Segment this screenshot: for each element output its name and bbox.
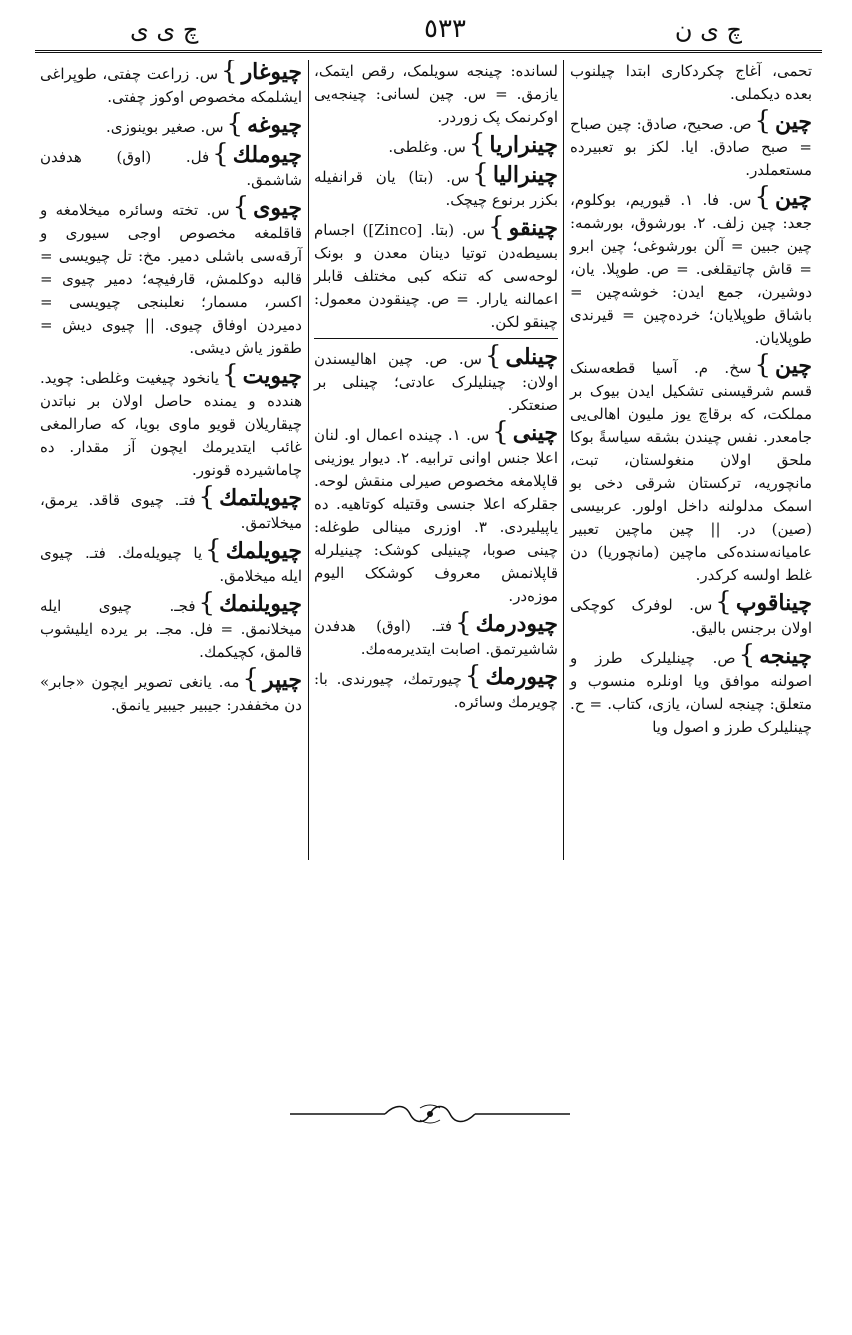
dictionary-entry xyxy=(570,60,812,106)
dictionary-entry xyxy=(314,60,558,129)
header-right-letters: چ ی ن xyxy=(674,16,742,44)
headword: چینجه xyxy=(759,643,812,669)
dictionary-entry: چیپر}مه. یانغی تصویر ایچون «جابر» دن مخففدر: جیبیر جیبیر یانمق. xyxy=(40,664,302,714)
entry-text: فتـ. چیوی قاقد. یرمق، میخلاتمق. xyxy=(40,491,302,532)
headword: چیویلتمك xyxy=(219,485,302,511)
header-rule xyxy=(35,50,822,53)
headword: چینقو xyxy=(508,215,558,241)
dictionary-entry: چینلی}س. ص. چین اهالیسندن اولان: چینلیلرک عادتی؛ چینلی بر صنعتکر. xyxy=(314,341,558,414)
dictionary-entry: چین}س. فا. ۱. قیوریم، بوکلوم، جعد: چین زلف. ۲. بورشوق، بورشمه: چین جبین = آلن بورشوغی؛ چین ابرو = قاش چاتیقلغی. = ص. طوپلا. یان، دوشیرن، جمع ایدن: خوشه‌چین = باشاق طوپلایان؛ خرده‌چین = قیرندی طوپلایان. xyxy=(570,182,813,347)
dictionary-entry: چینرالیا}س. (بتا) یان قرانفیله بکزر برنوع چیچک. xyxy=(314,159,558,209)
dictionary-entry: چیوغه}س. صغیر بوینوزی. xyxy=(106,109,302,139)
entry-text: سخ. م. آسیا قطعه‌سنک قسم شرقیسنی تشکیل ایدن بیوک بر مملکت، که برقاچ یوز ملیون اهالی‌یی جامعدر. نفس چیندن بشقه سیاسةً بوکا ملحق اولان منغولستان، تبت، مانچوریه، ترکستان شرقی دخی بو اسمک مدلولنه داخل اولور. عربیسی (صین) در. || چین ماچین تعبیر عامیانه‌سنده‌کی ماچین (مانچوریا) دن غلط اولسه کرکدر. xyxy=(570,359,812,584)
headword: چینراریا xyxy=(489,132,558,158)
headword: چینی xyxy=(512,420,558,446)
headword: چیوی xyxy=(253,195,302,221)
dictionary-entry: چین}ص. صحیح، صادق: چین صباح = صبح صادق. ایا. لکز بو تعبیرده مستعملدر. xyxy=(570,106,812,179)
column-right xyxy=(566,60,816,860)
entry-separator xyxy=(314,338,558,339)
entry-text: س. (بتا. [Zinco]) اجسام بسیطه‌دن توتیا دینان معدن و بونک لوحه‌سی که تنکه کبی مختلف قابلر اعمالنه یارار. = ص. چینقودن معمول: چینقو لکن. xyxy=(314,221,558,331)
headword: چیپر xyxy=(262,667,302,693)
column-left xyxy=(36,60,306,860)
entry-text: لسانده: چینجه سویلمک، رقص ایتمک، یازمق. = س. چین لسانی: چینجه‌یی اوکرنمک پک زوردر. xyxy=(314,62,558,126)
page-header xyxy=(30,10,822,48)
dictionary-entry: چیناقوپ}س. لوفرک کوچکی اولان برجنس بالیق. xyxy=(570,587,812,637)
dictionary-entry: چیوغار}س. زراعت چفتی، طوپراغی ایشلمکه مخصوص اوکوز چفتی. xyxy=(40,60,302,106)
headword: چیناقوپ xyxy=(735,590,812,616)
page-number: ٥٣٣ xyxy=(424,14,466,44)
headword: چیویلنمك xyxy=(219,591,302,617)
entry-text: س. ص. چین اهالیسندن اولان: چینلیلرک عادتی؛ چینلی بر صنعتکر. xyxy=(314,350,558,414)
entry-text: ص. صحیح، صادق: چین صباح = صبح صادق. ایا. لکز بو تعبیرده مستعملدر. xyxy=(570,115,812,179)
entry-text: س. لوفرک کوچکی اولان برجنس بالیق. xyxy=(570,596,812,637)
entry-text: س. ۱. چینده اعمال او. لنان اعلا جنس اوانی ترابیه. ۲. دیوار یوزینی قاپلامغه مخصوص صیرلی منقش لوحه. جقلرکه اعلا جنسی وقتیله کوتاهیه. ده یاپیلیردی. ۳. اوزری مینالی طوغله: چینی صوبا، چینیلی کوشک: چینیلرله قاپلانمش معروف کوشکک الیوم موزه‌در. xyxy=(314,426,558,605)
dictionary-entry: چیوملك}فل. (اوق) هدفدن شاشمق. xyxy=(40,139,302,189)
dictionary-entry: چیویلنمك}فجـ. چیوی ایله میخلانمق. = فل. مجـ. بر یرده ایلیشوب قالمق، کچیکمك. xyxy=(40,588,302,661)
headword: چیوغار xyxy=(241,60,302,85)
entry-text: س. (بتا) یان قرانفیله بکزر برنوع چیچک. xyxy=(314,168,558,209)
dictionary-entry: چیویلتمك}فتـ. چیوی قاقد. یرمق، میخلاتمق. xyxy=(40,482,302,532)
column-divider xyxy=(563,60,564,860)
headword: چین xyxy=(775,353,812,379)
entry-text: فتـ. (اوق) هدفدن شاشیرتمق. اصابت ایتدیرمه‌مك. xyxy=(314,617,558,658)
entry-text: س. فا. ۱. قیوریم، بوکلوم، جعد: چین زلف. ۲. بورشوق، بورشمه: چین جبین = آلن بورشوغی؛ چین ابرو = قاش چاتیقلغی. = ص. طوپلا. یان، دوشیرن، جمع ایدن: خوشه‌چین = باشاق طوپلایان؛ خرده‌چین = قیرندی طوپلایان. xyxy=(570,191,812,347)
headword: چیوملك xyxy=(232,142,302,168)
entry-text: فجـ. چیوی ایله میخلانمق. = فل. مجـ. بر یرده ایلیشوب قالمق، کچیکمك. xyxy=(40,597,302,661)
dictionary-entry: چیوی}س. تخته وسائره میخلامغه و قاقلمغه مخصوص اوجی سیوری و آرقه‌سی باشلی دمیر. مخ: تل چیویسی = قالبه دوکلمش، قارفیچه؛ دمیر چیوی = اکسر، مسمار؛ نعلبنجی چیویسی = دمیردن اوفاق چیوی. || چیوی دیش = طقوز یاش دیشی. xyxy=(40,192,302,357)
entry-text: یا چیویله‌مك. فتـ. چیوی ایله میخلامق. xyxy=(40,544,302,585)
dictionary-entry: چیویلمك}یا چیویله‌مك. فتـ. چیوی ایله میخلامق. xyxy=(40,535,302,585)
entry-text: ص. چینلیلرک طرز و اصولنه موافق ویا اونلره منسوب و متعلق: چینجه لسان، یازی، کتاب. = ح. چینلیلرک طرز و اصول ویا xyxy=(570,649,812,736)
entry-text: چیورتمك، چیورندی. با: چویرمك وسائره. xyxy=(314,670,558,711)
dictionary-entry: چینجه}ص. چینلیلرک طرز و اصولنه موافق ویا اونلره منسوب و متعلق: چینجه لسان، یازی، کتاب. = ح. چینلیلرک طرز و اصول ویا xyxy=(570,640,812,736)
headword: چیویت xyxy=(242,363,302,389)
entry-text: س. صغیر بوینوزی. xyxy=(106,118,224,136)
entry-text: س. تخته وسائره میخلامغه و قاقلمغه مخصوص اوجی سیوری و آرقه‌سی باشلی دمیر. مخ: تل چیویسی = قالبه دوکلمش، قارفیچه؛ دمیر چیوی = اکسر، مسمار؛ نعلبنجی چیویسی = دمیردن اوفاق چیوی. || چیوی دیش = طقوز یاش دیشی. xyxy=(40,201,302,357)
headword: چیورمك xyxy=(485,664,558,690)
headword: چینرالیا xyxy=(492,162,558,188)
entry-text: فل. (اوق) هدفدن شاشمق. xyxy=(40,148,302,189)
header-left-letters: چ ی ی xyxy=(130,16,199,44)
ornament-divider xyxy=(290,1102,570,1126)
column-divider xyxy=(308,60,309,860)
headword: چین xyxy=(775,109,812,135)
dictionary-entry: چینی}س. ۱. چینده اعمال او. لنان اعلا جنس اوانی ترابیه. ۲. دیوار یوزینی قاپلامغه مخصوص صیرلی منقش لوحه. جقلرکه اعلا جنسی وقتیله کوتاهیه. ده یاپیلیردی. ۳. اوزری مینالی طوغله: چینی صوبا، چینیلی کوشک: چینیلرله قاپلانمش معروف کوشکک الیوم موزه‌در. xyxy=(314,417,558,605)
headword: چیوغه xyxy=(247,112,302,138)
column-middle xyxy=(310,60,562,860)
headword: چین xyxy=(775,185,813,211)
entry-text: تحمی، آغاج چکردکاری ابتدا چیلنوب بعده دیکملی. xyxy=(570,62,812,103)
dictionary-entry: چیویت}یانخود چیغیت وغلطی: چوید. هندده و یمنده حاصل اولان بر نباتدن چیقاریلان قویو ماوی بویا، که صارالمغی غائب ایتدیرمك ایچون آز مقدار. ده چاماشیرده قونور. xyxy=(40,360,302,479)
headword: چینلی xyxy=(505,344,558,370)
entry-text: مه. یانغی تصویر ایچون «جابر» دن مخففدر: جیبیر جیبیر یانمق. xyxy=(40,673,302,714)
entry-text: س. زراعت چفتی، طوپراغی ایشلمکه مخصوص اوکوز چفتی. xyxy=(40,65,302,106)
dictionary-entry: چیورمك}چیورتمك، چیورندی. با: چویرمك وسائره. xyxy=(314,661,558,711)
headword: چیودرمك xyxy=(475,611,558,637)
dictionary-entry: چینراریا}س. وغلطی. xyxy=(388,129,558,159)
dictionary-entry: چین}سخ. م. آسیا قطعه‌سنک قسم شرقیسنی تشکیل ایدن بیوک بر مملکت، که برقاچ یوز ملیون اهالی‌یی جامعدر. نفس چیندن بشقه سیاسةً بوکا ملحق اولان منغولستان، تبت، مانچوریه، ترکستان شرقی دخی بو اسمک مدلولنه داخل اولور. عربیسی (صین) در. || چین ماچین تعبیر عامیانه‌سنده‌کی ماچین (مانچوریا) دن غلط اولسه کرکدر. xyxy=(570,350,812,584)
headword: چیویلمك xyxy=(225,538,302,564)
entry-text: س. وغلطی. xyxy=(388,138,466,156)
dictionary-entry: چینقو}س. (بتا. [Zinco]) اجسام بسیطه‌دن توتیا دینان معدن و بونک لوحه‌سی که تنکه کبی مختلف قابلر اعمالنه یارار. = ص. چینقودن معمول: چینقو لکن. xyxy=(314,212,558,331)
dictionary-entry: چیودرمك}فتـ. (اوق) هدفدن شاشیرتمق. اصابت ایتدیرمه‌مك. xyxy=(314,608,558,658)
entry-text: یانخود چیغیت وغلطی: چوید. هندده و یمنده حاصل اولان بر نباتدن چیقاریلان قویو ماوی بویا، که صارالمغی غائب ایتدیرمك ایچون آز مقدار. ده چاماشیرده قونور. xyxy=(40,369,302,479)
